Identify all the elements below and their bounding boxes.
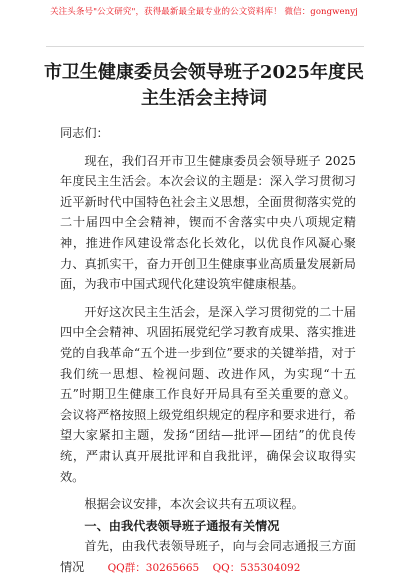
- paragraph-gap: [60, 295, 356, 302]
- body-paragraph-2: 开好这次民主生活会，是深入学习贯彻党的二十届四中全会精神、巩固拓展党纪学习教育成果、落实推进党的自我革命“五个进一步到位”要求的关键举措，对于我们统一思想、检视问题、改进作风，为实现“十五五”时期卫生健康工作良好开局具有至关重要的意义。会议将严格按照上级党组织规定的程序和要求进行，希望大家紧扣主题，发扬“团结—批评—团结”的优良传统，严肃认真开展批评和自我批评，确保会议取得实效。: [60, 304, 356, 484]
- header-notice: 关注头条号"公文研究"，获得最新最全最专业的公文资料库！ 微信：gongwenyj: [50, 7, 358, 17]
- body-paragraph-4: 首先，由我代表领导班子，向与会同志通报三方面情况: [60, 539, 356, 574]
- document-title-line-1: 市卫生健康委员会领导班子2025年度民: [43, 62, 365, 83]
- footer-qq-number: QQ：535304092: [212, 562, 301, 574]
- document-title: [40, 60, 368, 112]
- salutation: 同志们：: [60, 126, 109, 140]
- document-body: [60, 123, 356, 577]
- section-heading: 一、由我代表领导班子通报有关情况: [84, 518, 280, 533]
- body-paragraph-3: 根据会议安排，本次会议共有五项议程。: [84, 497, 304, 512]
- document-title-line-2: 主生活会主持词: [141, 88, 267, 109]
- paragraph-gap: [60, 487, 356, 494]
- footer-contact: [0, 561, 408, 575]
- footer-qq-group: QQ群：30265665: [107, 562, 200, 574]
- body-paragraph-1: 现在，我们召开市卫生健康委员会领导班子 2025年度民主生活会。本次会议的主题是：深入学习贯彻习近平新时代中国特色社会主义思想，全面贯彻落实党的二十届四中全会精神，锲而不舍落实中央八项规定精神，推进作风建设常态化长效化，以优良作风凝心聚力、真抓实干，奋力开创卫生健康事业高质量发展新局面，为我市中国式现代化建设筑牢健康根基。: [60, 153, 356, 292]
- header-divider: [46, 46, 364, 47]
